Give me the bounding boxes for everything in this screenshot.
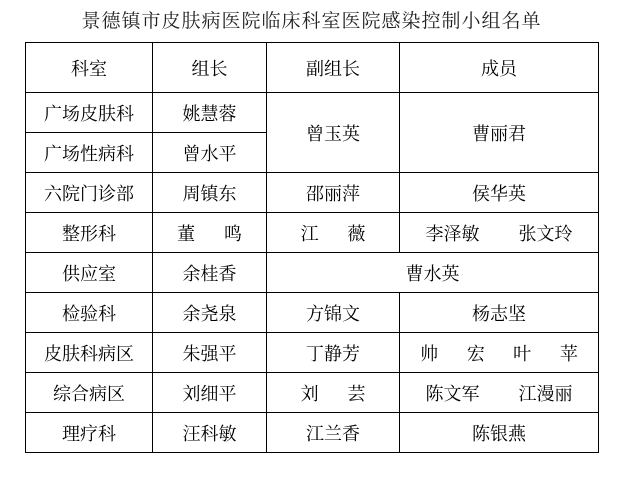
page-title: 景德镇市皮肤病医院临床科室医院感染控制小组名单 — [81, 10, 542, 32]
department-cell: 皮肤科病区 — [26, 333, 153, 373]
member-name-part: 宏 — [466, 343, 485, 365]
members-cell — [400, 213, 599, 253]
table-row — [26, 413, 599, 453]
deputy-cell: 曾玉英 — [267, 93, 400, 173]
table-header-row — [26, 43, 599, 93]
member-name: 张文玲 — [518, 223, 573, 245]
header-deputy: 副组长 — [267, 43, 400, 93]
table-row — [26, 373, 599, 413]
leader-cell — [153, 213, 267, 253]
deputy-members-merged-cell: 曹水英 — [267, 253, 599, 293]
leader-cell: 姚慧蓉 — [153, 93, 267, 133]
deputy-cell — [267, 373, 400, 413]
leader-cell: 余桂香 — [153, 253, 267, 293]
leader-cell: 朱强平 — [153, 333, 267, 373]
leader-cell: 余尧泉 — [153, 293, 267, 333]
member-name: 陈文军 — [425, 383, 480, 405]
members-cell — [400, 373, 599, 413]
department-cell: 广场性病科 — [26, 133, 153, 173]
department-cell: 检验科 — [26, 293, 153, 333]
department-cell: 广场皮肤科 — [26, 93, 153, 133]
header-members: 成员 — [400, 43, 599, 93]
deputy-name-part: 薇 — [347, 223, 366, 245]
leader-cell: 周镇东 — [153, 173, 267, 213]
table-row — [26, 253, 599, 293]
member-name-part: 苹 — [559, 343, 578, 365]
member-name-part: 帅 — [420, 343, 439, 365]
leader-name-part: 鸣 — [223, 223, 242, 245]
deputy-name-part: 刘 — [300, 383, 319, 405]
table-row — [26, 293, 599, 333]
table-row — [26, 93, 599, 133]
member-name: 李泽敏 — [425, 223, 480, 245]
department-cell: 供应室 — [26, 253, 153, 293]
deputy-name-part: 江 — [300, 223, 319, 245]
header-leader: 组长 — [153, 43, 267, 93]
header-department: 科室 — [26, 43, 153, 93]
leader-cell: 曾水平 — [153, 133, 267, 173]
members-cell — [400, 333, 599, 373]
member-name-part: 叶 — [513, 343, 532, 365]
deputy-cell — [267, 213, 400, 253]
department-cell: 理疗科 — [26, 413, 153, 453]
leader-cell: 汪科敏 — [153, 413, 267, 453]
member-name — [420, 340, 485, 366]
deputy-cell: 邵丽萍 — [267, 173, 400, 213]
members-cell: 侯华英 — [400, 173, 599, 213]
members-cell: 曹丽君 — [400, 93, 599, 173]
leader-name-part: 董 — [177, 223, 196, 245]
department-cell: 综合病区 — [26, 373, 153, 413]
infection-control-roster-table — [25, 42, 599, 453]
department-cell: 六院门诊部 — [26, 173, 153, 213]
deputy-cell: 方锦文 — [267, 293, 400, 333]
deputy-cell: 江兰香 — [267, 413, 400, 453]
table-row — [26, 333, 599, 373]
member-name — [513, 340, 578, 366]
deputy-cell: 丁静芳 — [267, 333, 400, 373]
members-cell: 陈银燕 — [400, 413, 599, 453]
deputy-name-part: 芸 — [347, 383, 366, 405]
member-name: 江漫丽 — [518, 383, 573, 405]
table-row — [26, 213, 599, 253]
leader-cell: 刘细平 — [153, 373, 267, 413]
department-cell: 整形科 — [26, 213, 153, 253]
members-cell: 杨志坚 — [400, 293, 599, 333]
table-row — [26, 173, 599, 213]
